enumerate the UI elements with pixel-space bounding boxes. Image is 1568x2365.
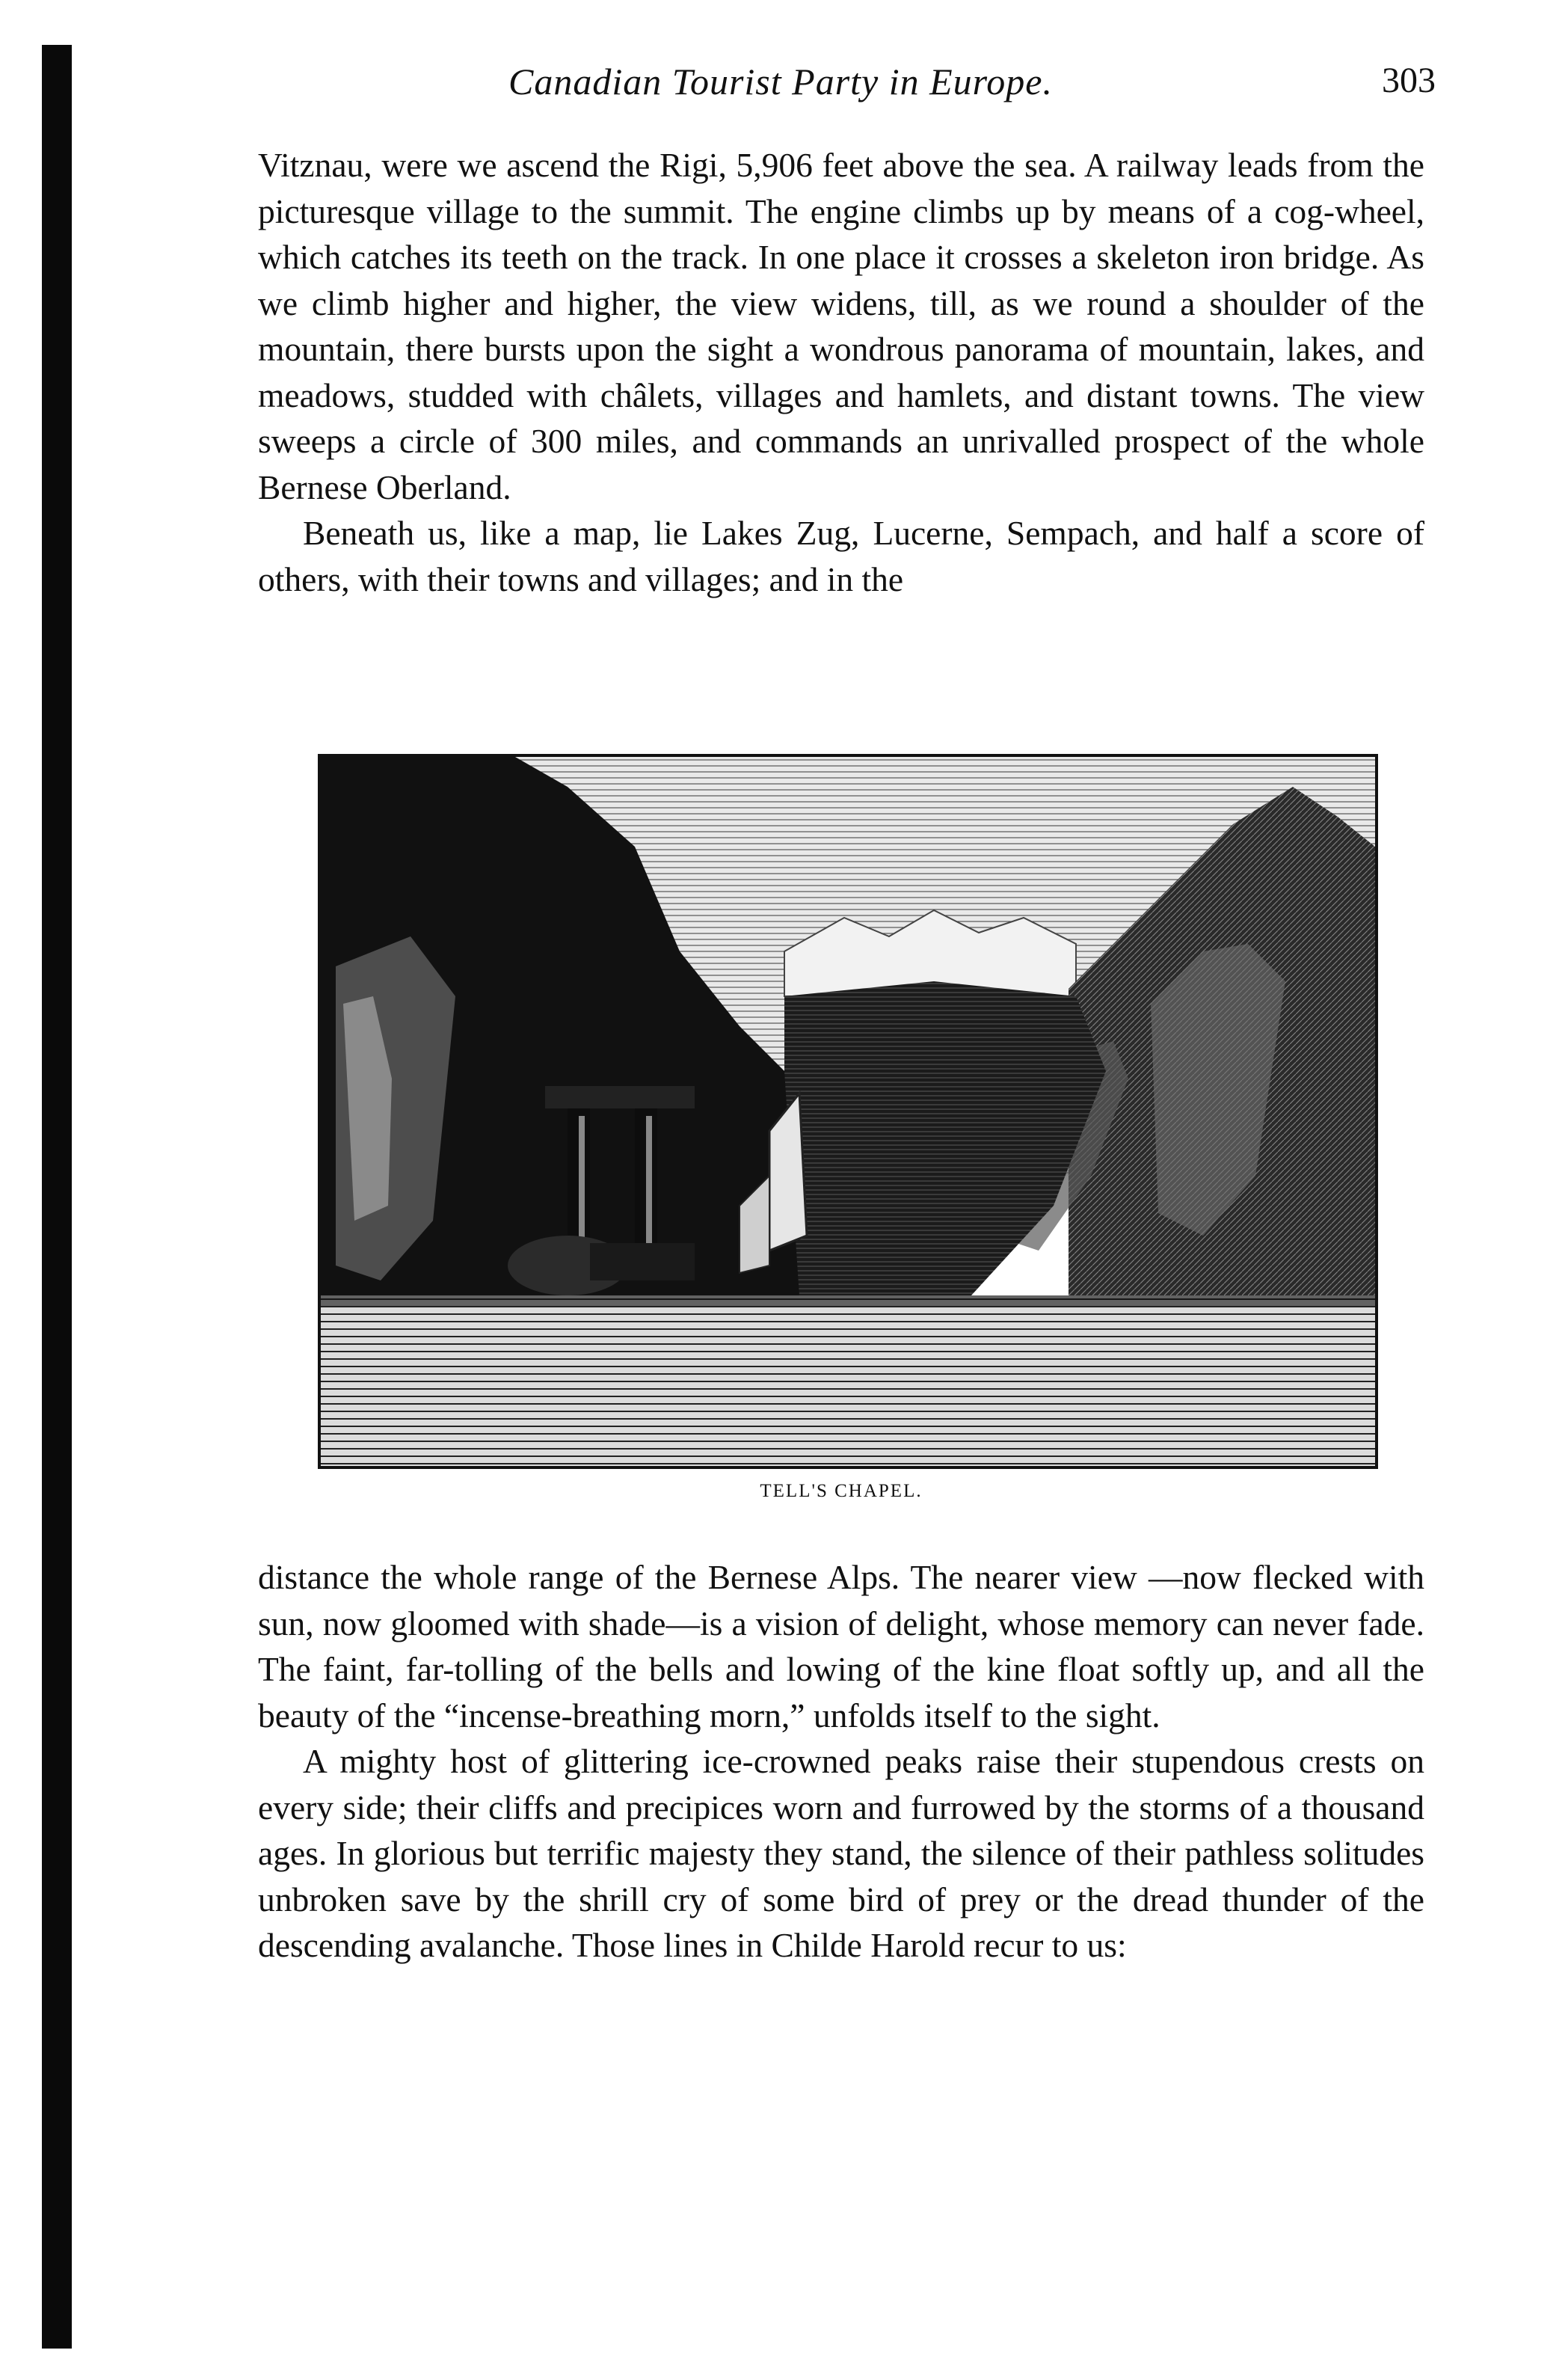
text-block-top — [258, 142, 1424, 602]
page-header — [254, 60, 1436, 120]
binding-edge — [42, 45, 72, 2349]
text-block-bottom — [258, 1554, 1424, 1969]
paragraph: distance the whole range of the Bernese Alps. The nearer view —now flecked with sun, now gloomed with shade—is a vision of delight, whose memory can never fade. The faint, far-tolling of the bells and lowing of the kine float softly up, and all the beauty of the “incense-breathing morn,” unfolds itself to the sight. — [258, 1558, 1424, 1734]
page-number: 303 — [1382, 61, 1436, 100]
paragraph: Vitznau, were we ascend the Rigi, 5,906 feet above the sea. A railway leads from the picturesque village to the summit. The engine climbs up by means of a cog-wheel, which catches its teeth on the track. In one place it crosses a skeleton iron bridge. As we climb higher and higher, the view widens, till, as we round a shoulder of the mountain, there bursts upon the sight a wondrous panorama of mountain, lakes, and meadows, studded with châlets, villages and hamlets, and distant towns. The view sweeps a circle of 300 miles, and commands an unrivalled prospect of the whole Bernese Oberland. — [258, 146, 1424, 506]
paragraph: A mighty host of glittering ice-crowned peaks raise their stupendous crests on every side; their cliffs and precipices worn and furrowed by the storms of a thousand ages. In glorious but terrific majesty they stand, the silence of their pathless solitudes unbroken save by the shrill cry of some bird of prey or the dread thunder of the descending avalanche. Those lines in Childe Harold recur to us: — [258, 1742, 1424, 1964]
running-title: Canadian Tourist Party in Europe. — [508, 61, 1053, 102]
engraving-drawing — [321, 757, 1375, 1466]
engraving-illustration — [318, 754, 1378, 1469]
figure-caption: TELL'S CHAPEL. — [760, 1481, 923, 1501]
paragraph: Beneath us, like a map, lie Lakes Zug, Lucerne, Sempach, and half a score of others, with their towns and villages; and in the — [258, 514, 1424, 598]
